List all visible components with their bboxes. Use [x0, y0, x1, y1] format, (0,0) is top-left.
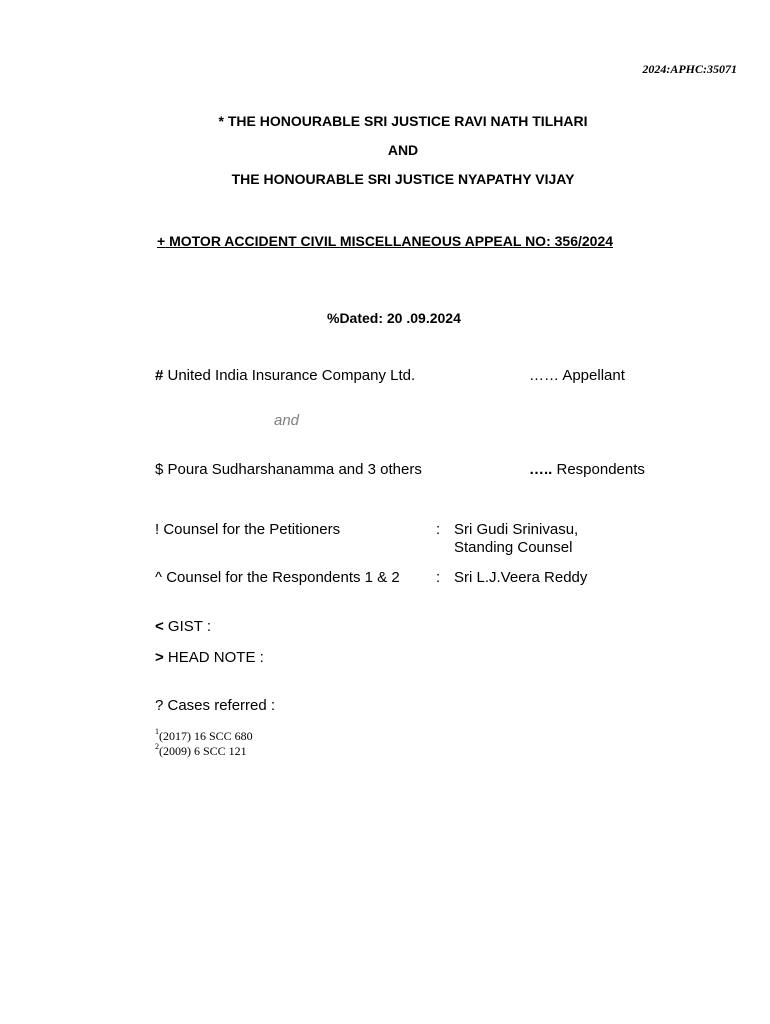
head-note-marker: >: [155, 649, 164, 666]
appellant-marker: #: [155, 367, 164, 384]
footnote-1: [155, 729, 253, 744]
respondent-role-text: Respondents: [552, 461, 645, 478]
appeal-title-text: MOTOR ACCIDENT CIVIL MISCELLANEOUS APPEAL NO: 356/2024: [169, 233, 614, 249]
respondent-role: [529, 461, 645, 478]
respondent-counsel-label: ^ Counsel for the Respondents 1 & 2: [155, 569, 400, 586]
and-separator: and: [274, 412, 300, 429]
appellant-role: …… Appellant: [529, 367, 625, 384]
footnote-2: [155, 744, 247, 759]
footnote-2-text: (2009) 6 SCC 121: [159, 744, 247, 758]
petitioner-counsel-label: ! Counsel for the Petitioners: [155, 521, 341, 538]
appeal-prefix: +: [157, 233, 166, 249]
footnote-1-text: (2017) 16 SCC 680: [159, 729, 253, 743]
appeal-title: [157, 233, 613, 249]
petitioner-counsel-colon: :: [436, 521, 441, 538]
petitioner-counsel-name: Sri Gudi Srinivasu,: [454, 521, 579, 538]
head-note-heading: [155, 649, 264, 666]
gist-heading: [155, 618, 211, 635]
bench-conjunction: AND: [387, 142, 419, 158]
gist-label: GIST :: [163, 618, 211, 635]
judge-1-name: * THE HONOURABLE SRI JUSTICE RAVI NATH TILHARI: [218, 113, 588, 129]
neutral-citation: 2024:APHC:35071: [642, 62, 737, 76]
appellant-name-text: United India Insurance Company Ltd.: [163, 367, 416, 384]
appellant-name: [155, 367, 415, 384]
head-note-label: HEAD NOTE :: [163, 649, 264, 666]
footnote-1-number: 1: [155, 727, 159, 736]
respondent-name: $ Poura Sudharshanamma and 3 others: [155, 461, 422, 478]
respondent-dots: …..: [529, 461, 553, 478]
respondent-counsel-name: Sri L.J.Veera Reddy: [454, 569, 588, 586]
dated-line: %Dated: 20 .09.2024: [327, 310, 461, 326]
judge-2-name: THE HONOURABLE SRI JUSTICE NYAPATHY VIJAY: [231, 171, 575, 187]
footnote-2-number: 2: [155, 742, 159, 751]
respondent-counsel-colon: :: [436, 569, 441, 586]
cases-referred-heading: ? Cases referred :: [155, 697, 276, 714]
petitioner-counsel-designation: Standing Counsel: [454, 539, 573, 556]
gist-marker: <: [155, 618, 164, 635]
